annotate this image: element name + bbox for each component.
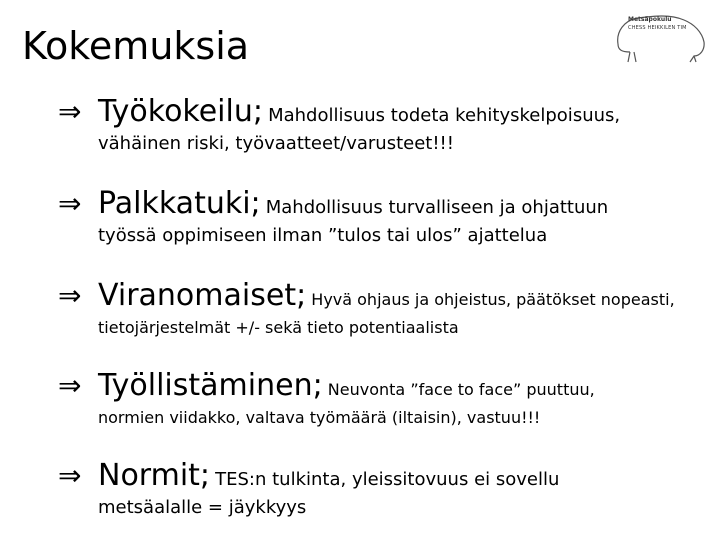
bullet-text: TES:n tulkinta, yleissitovuus ei sovellu [215, 469, 560, 490]
implies-arrow-icon: ⇒ [58, 459, 82, 492]
bullet-first-line [98, 184, 608, 228]
implies-arrow-icon: ⇒ [58, 369, 82, 402]
logo-name: Metsäpokulu [628, 16, 672, 23]
slide-title: Kokemuksia [22, 24, 250, 68]
bullet-continuation: työssä oppimiseen ilman ”tulos tai ulos” ajattelua [98, 225, 548, 246]
bullet-heading: Työkokeilu; [98, 94, 263, 129]
bullet-text: Mahdollisuus todeta kehityskelpoisuus, [268, 105, 621, 126]
bullet-heading: Viranomaiset; [98, 278, 307, 313]
implies-arrow-icon: ⇒ [58, 187, 82, 220]
bullet-continuation: metsäalalle = jäykkyys [98, 497, 307, 518]
bullet-continuation: tietojärjestelmät +/- sekä tieto potentiaalista [98, 318, 459, 337]
bullet-text: Neuvonta ”face to face” puuttuu, [327, 380, 595, 399]
bullet-first-line [98, 92, 620, 136]
implies-arrow-icon: ⇒ [58, 95, 82, 128]
bullet-first-line [98, 456, 559, 500]
bullet-continuation: normien viidakko, valtava työmäärä (iltaisin), vastuu!!! [98, 408, 541, 427]
logo [610, 6, 710, 64]
animal-silhouette-icon [610, 6, 710, 64]
bullet-text: Hyvä ohjaus ja ohjeistus, päätökset nopeasti, [311, 290, 675, 309]
bullet-heading: Työllistäminen; [98, 368, 323, 403]
bullet-first-line [98, 276, 675, 320]
bullet-heading: Normit; [98, 458, 211, 493]
logo-subtitle: CHESS HEIKKILEN TIM [628, 25, 687, 31]
bullet-heading: Palkkatuki; [98, 186, 261, 221]
bullet-continuation: vähäinen riski, työvaatteet/varusteet!!! [98, 133, 454, 154]
implies-arrow-icon: ⇒ [58, 279, 82, 312]
bullet-text: Mahdollisuus turvalliseen ja ohjattuun [265, 197, 609, 218]
bullet-first-line [98, 366, 595, 410]
